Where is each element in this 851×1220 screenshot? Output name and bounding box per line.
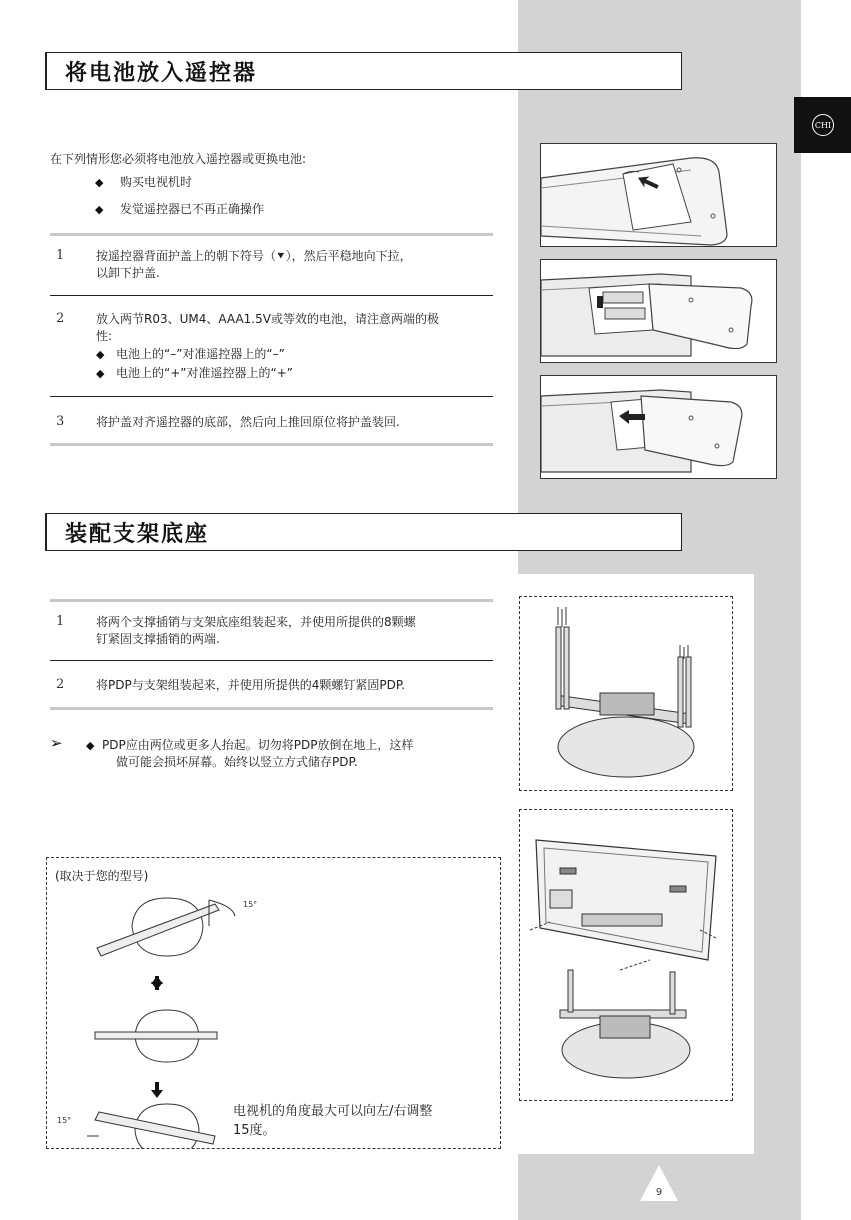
step-text-cont: 钉紧固支撑插销的两端. xyxy=(96,632,220,646)
step-text: 按遥控器背面护盖上的朝下符号（⯆），然后平稳地向下拉， xyxy=(96,249,412,263)
language-badge: CHI xyxy=(812,114,834,136)
step-divider xyxy=(50,295,493,296)
section1-rule-bottom xyxy=(50,443,493,446)
step-text: 将两个支撑插销与支架底座组装起来，并使用所提供的8颗螺 xyxy=(96,615,416,629)
stand-assembly-drawing xyxy=(520,597,732,790)
step-text-cont: 性: xyxy=(96,329,113,343)
angle-caption-cont: 15度。 xyxy=(233,1123,276,1138)
section1-intro: 在下列情形您必须将电池放入遥控器或更换电池: xyxy=(50,152,307,166)
step-subitem: 电池上的“+”对准遥控器上的“+” xyxy=(116,366,293,380)
angle-adjust-box xyxy=(46,857,501,1149)
stand-assembly-illustration xyxy=(519,596,733,791)
remote-battery-illustration xyxy=(540,259,777,363)
note-arrow-icon: ➢ xyxy=(50,734,63,752)
note-text-cont: 做可能会损坏屏幕。始终以竖立方式储存PDP. xyxy=(116,755,358,769)
bullet-diamond-icon: ◆ xyxy=(96,348,105,361)
bullet-diamond-icon: ◆ xyxy=(95,203,104,216)
section1-bullet-2: 发觉遥控器已不再正确操作 xyxy=(120,202,265,216)
page-number: 9 xyxy=(655,1187,663,1198)
step-number: 3 xyxy=(56,414,65,429)
section1-title: 将电池放入遥控器 xyxy=(45,52,682,90)
section2-title: 装配支架底座 xyxy=(45,513,682,551)
remote-cover-drawing xyxy=(541,144,777,247)
step-divider xyxy=(50,396,493,397)
step-subitem: 电池上的“–”对准遥控器上的“–” xyxy=(116,347,285,361)
section1-rule-top xyxy=(50,233,493,236)
remote-battery-drawing xyxy=(541,260,777,363)
step-text: 放入两节R03、UM4、AAA1.5V或等效的电池，请注意两端的极 xyxy=(96,312,439,326)
note-text: PDP应由两位或更多人抬起。切勿将PDP放倒在地上，这样 xyxy=(102,738,414,752)
step-number: 2 xyxy=(56,677,65,692)
angle-label-bottom: 15° xyxy=(57,1116,72,1125)
model-note: (取决于您的型号) xyxy=(55,869,149,883)
section1-bullet-1: 购买电视机时 xyxy=(120,175,193,189)
step-text: 将护盖对齐遥控器的底部，然后向上推回原位将护盖装回. xyxy=(96,415,400,429)
pdp-mount-illustration xyxy=(519,809,733,1101)
remote-close-cover-drawing xyxy=(541,376,777,479)
bullet-diamond-icon: ◆ xyxy=(95,176,104,189)
step-number: 2 xyxy=(56,311,65,326)
angle-label-top: 15° xyxy=(243,900,258,909)
section2-rule-top xyxy=(50,599,493,602)
step-text-cont: 以卸下护盖. xyxy=(96,266,160,280)
angle-caption: 电视机的角度最大可以向左/右调整 xyxy=(233,1104,433,1119)
language-tab xyxy=(794,97,851,153)
section2-rule-bottom xyxy=(50,707,493,710)
step-divider xyxy=(50,660,493,661)
remote-close-cover-illustration xyxy=(540,375,777,479)
bullet-diamond-icon: ◆ xyxy=(86,739,95,752)
step-number: 1 xyxy=(56,248,65,263)
pdp-mount-drawing xyxy=(520,810,732,1100)
bullet-diamond-icon: ◆ xyxy=(96,367,105,380)
remote-cover-illustration xyxy=(540,143,777,247)
step-number: 1 xyxy=(56,614,65,629)
step-text: 将PDP与支架组装起来，并使用所提供的4颗螺钉紧固PDP. xyxy=(96,678,406,692)
